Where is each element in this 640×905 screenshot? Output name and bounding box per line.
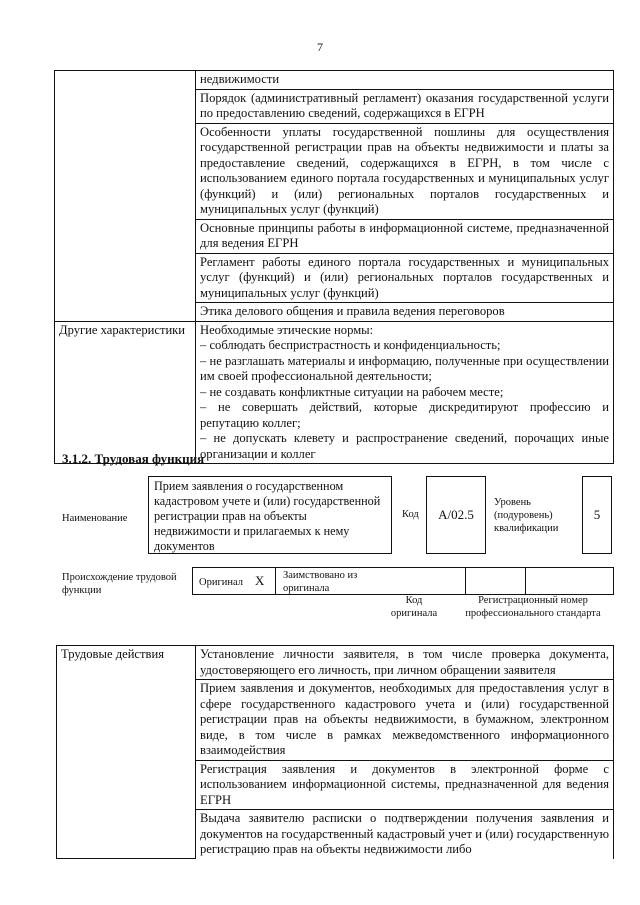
knowledge-item: Основные принципы работы в информационной системе, предназначенной для ведения ЕГРН — [196, 219, 614, 253]
function-name: Прием заявления о государственном кадастровом учете и (или) государственной регистрации прав на объекты недвижимости и прилагаемых к нему документов — [154, 479, 381, 553]
knowledge-item: Регламент работы единого портала государственных и муниципальных услуг (функций) и (или) региональных порталов государственных и муниципальных услуг (функций) — [196, 253, 614, 303]
labor-action-item: Регистрация заявления и документов в электронной форме с использованием информационной системы, предназначенной для ведения ЕГРН — [196, 760, 614, 810]
reg-caption: Регистрационный номер профессионального стандарта — [465, 595, 601, 619]
labor-action-item: Прием заявления и документов, необходимых для предоставления услуг в сфере государственного кадастрового учета и (или) государственной регистрации прав на объекты недвижимости, в бумажном, электронном виде, в том числе в рамках межведомственного информационного взаимодействия — [196, 680, 614, 761]
original-mark: X — [255, 573, 265, 588]
function-name-box — [148, 476, 392, 554]
code-label: Код — [402, 509, 419, 520]
ethics-line: – не создавать конфликтные ситуации на рабочем месте; — [200, 384, 504, 399]
ethics-line: – не разглашать материалы и информацию, полученные при осуществлении им своей профессиональной деятельности; — [200, 353, 609, 383]
ethics-line: – не совершать действий, которые дискредитируют профессию и репутацию коллег; — [200, 400, 609, 430]
ethics-line: Необходимые этические нормы: — [200, 322, 374, 337]
knowledge-item: Порядок (административный регламент) оказания государственной услуги по предоставлению сведений, содержащихся в ЕГРН — [196, 89, 614, 123]
original-label: Оригинал — [199, 577, 243, 588]
other-characteristics-label: Другие характеристики — [55, 321, 196, 464]
labor-actions-label: Трудовые действия — [57, 646, 196, 859]
ethics-line: – соблюдать беспристрастность и конфиденциальность; — [200, 338, 501, 352]
level-label: Уровень (подуровень) квалификации — [494, 497, 559, 534]
knowledge-table — [54, 70, 614, 464]
code-value: A/02.5 — [438, 507, 474, 522]
level-value: 5 — [593, 507, 601, 522]
level-box — [582, 476, 612, 554]
code-box — [426, 476, 486, 554]
knowledge-item: Этика делового общения и правила ведения переговоров — [196, 303, 614, 322]
borrowed-label: Заимствовано из оригинала — [283, 570, 358, 594]
labor-action-item: Выдача заявителю расписки о подтверждении получения заявления и документов на государственный кадастровый учет и (или) государственную регистрацию прав на объекты недвижимости либо — [196, 810, 614, 859]
labor-action-item: Установление личности заявителя, в том числе проверка документа, удостоверяющего его личность, при личном обращении заявителя — [196, 646, 614, 680]
labor-actions-table — [56, 645, 614, 859]
knowledge-item: недвижимости — [196, 71, 614, 90]
page-number: 7 — [317, 40, 323, 54]
section-heading: 3.1.2. Трудовая функция — [62, 451, 205, 466]
origin-row — [192, 567, 614, 595]
ethics-line: – не допускать клевету и распространение сведений, порочащих иные организации и коллег — [200, 431, 609, 461]
origin-label: Происхождение трудовой функции — [62, 572, 177, 596]
knowledge-item: Особенности уплаты государственной пошлины для осуществления государственной регистрации прав на объекты недвижимости и платы за предоставление сведений, содержащихся в ЕГРН, в том числе с использованием единого портала государственных и муниципальных услуг (функций) и (или) региональных порталов государственных и муниципальных услуг (функций) — [196, 123, 614, 219]
other-characteristics-content — [196, 321, 614, 464]
code-caption: Код оригинала — [390, 595, 438, 619]
name-label: Наименование — [62, 513, 128, 524]
knowledge-label-cell — [55, 71, 196, 322]
